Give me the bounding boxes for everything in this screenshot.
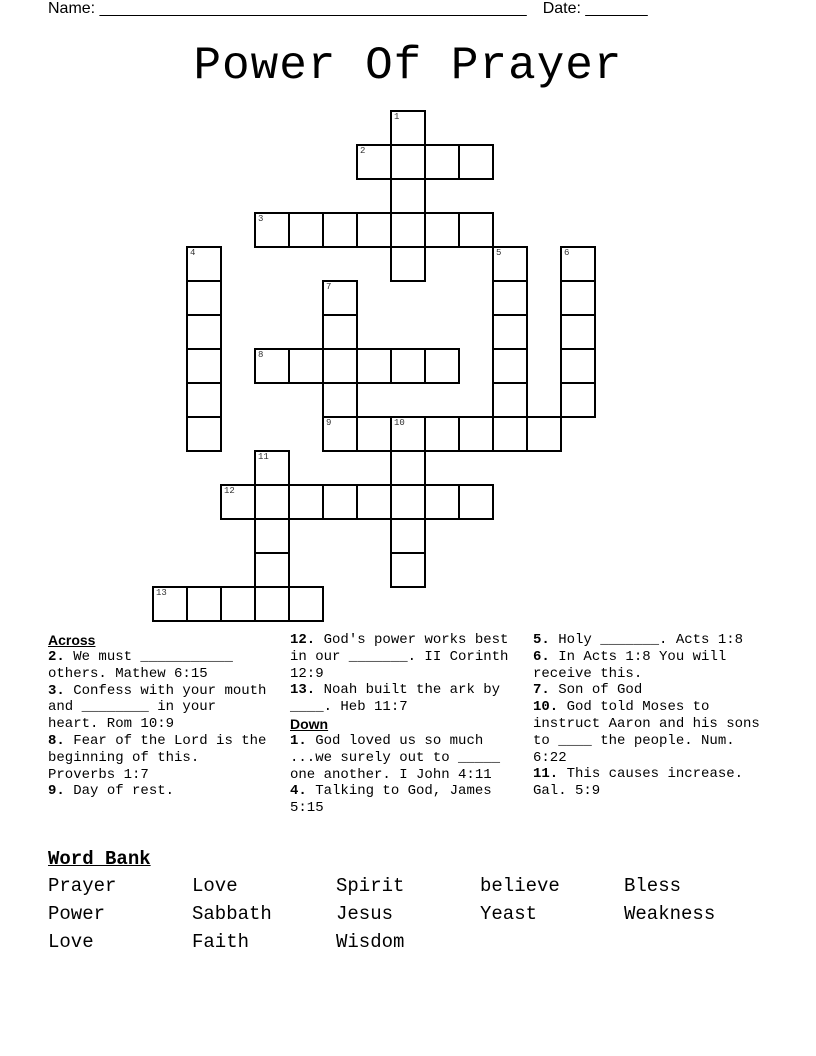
crossword-cell[interactable] xyxy=(458,144,494,180)
cell-number: 10 xyxy=(394,418,405,428)
word-bank-item: Bless xyxy=(624,875,682,897)
clues-column-2 xyxy=(290,632,522,817)
word-bank-item: Weakness xyxy=(624,903,716,925)
cell-number: 12 xyxy=(224,486,235,496)
word-bank-heading: Word Bank xyxy=(48,848,151,870)
crossword-cell[interactable] xyxy=(526,416,562,452)
clue-down-7: 7. Son of God xyxy=(533,682,643,699)
crossword-cell[interactable] xyxy=(390,246,426,282)
crossword-cell[interactable] xyxy=(492,246,528,282)
word-bank xyxy=(48,875,768,953)
word-bank-item: Jesus xyxy=(336,903,394,925)
crossword-cell[interactable] xyxy=(254,212,290,248)
cell-number: 8 xyxy=(258,350,264,360)
crossword-cell[interactable] xyxy=(560,382,596,418)
word-bank-item: Sabbath xyxy=(192,903,272,925)
clues-column-1 xyxy=(48,632,273,800)
crossword-cell[interactable] xyxy=(390,552,426,588)
cell-number: 5 xyxy=(496,248,502,258)
crossword-cell[interactable] xyxy=(220,484,256,520)
crossword-cell[interactable] xyxy=(254,450,290,486)
date-label: Date: xyxy=(542,0,586,17)
crossword-cell[interactable] xyxy=(186,416,222,452)
crossword-cell[interactable] xyxy=(424,212,460,248)
crossword-cell[interactable] xyxy=(220,586,256,622)
crossword-cell[interactable] xyxy=(356,416,392,452)
crossword-cell[interactable] xyxy=(254,586,290,622)
crossword-cell[interactable] xyxy=(424,144,460,180)
cell-number: 3 xyxy=(258,214,264,224)
crossword-cell[interactable] xyxy=(186,280,222,316)
cell-number: 13 xyxy=(156,588,167,598)
crossword-cell[interactable] xyxy=(356,144,392,180)
crossword-cell[interactable] xyxy=(492,314,528,350)
name-label: Name: xyxy=(48,0,100,17)
clue-down-5: 5. Holy _______. Acts 1:8 xyxy=(533,632,744,648)
crossword-cell[interactable] xyxy=(390,178,426,214)
crossword-cell[interactable] xyxy=(390,450,426,486)
crossword-cell[interactable] xyxy=(458,416,494,452)
cell-number: 4 xyxy=(190,248,196,258)
crossword-cell[interactable] xyxy=(560,280,596,316)
clue-down-11: 11. This causes increase. Gal. 5:9 xyxy=(533,766,744,800)
clue-across-2: 2. We must ___________ others. Mathew 6:15 xyxy=(48,649,233,682)
crossword-cell[interactable] xyxy=(288,484,324,520)
crossword-cell[interactable] xyxy=(560,246,596,282)
cell-number: 7 xyxy=(326,282,332,292)
crossword-cell[interactable] xyxy=(560,314,596,350)
word-bank-item: Spirit xyxy=(336,875,405,897)
crossword-cell[interactable] xyxy=(254,348,290,384)
crossword-cell[interactable] xyxy=(152,586,188,622)
date-field[interactable]: _______ xyxy=(585,0,648,17)
clue-across-3: 3. Confess with your mouth and ________ in your heart. Rom 10:9 xyxy=(48,682,267,733)
crossword-cell[interactable] xyxy=(322,416,358,452)
cell-number: 2 xyxy=(360,146,366,156)
crossword-cell[interactable] xyxy=(186,314,222,350)
crossword-cell[interactable] xyxy=(492,348,528,384)
crossword-cell[interactable] xyxy=(390,110,426,146)
crossword-cell[interactable] xyxy=(254,518,290,554)
cell-number: 1 xyxy=(394,112,400,122)
crossword-cell[interactable] xyxy=(322,314,358,350)
crossword-cell[interactable] xyxy=(424,348,460,384)
crossword-cell[interactable] xyxy=(424,484,460,520)
crossword-cell[interactable] xyxy=(322,382,358,418)
crossword-cell[interactable] xyxy=(322,484,358,520)
clue-across-13: 13. Noah built the ark by ____. Heb 11:7 xyxy=(290,682,501,716)
crossword-cell[interactable] xyxy=(390,484,426,520)
crossword-cell[interactable] xyxy=(288,212,324,248)
crossword-cell[interactable] xyxy=(492,416,528,452)
word-bank-item: Wisdom xyxy=(336,931,405,953)
page-title: Power Of Prayer xyxy=(193,40,623,92)
word-bank-item: Love xyxy=(48,931,94,953)
crossword-cell[interactable] xyxy=(390,212,426,248)
crossword-cell[interactable] xyxy=(390,416,426,452)
clue-down-1: 1. God loved us so much ...we surely out to _____ one another. I John 4:11 xyxy=(290,732,501,783)
crossword-cell[interactable] xyxy=(322,348,358,384)
crossword-cell[interactable] xyxy=(390,518,426,554)
across-heading: Across xyxy=(48,632,96,648)
down-heading: Down xyxy=(290,715,329,732)
clue-across-8: 8. Fear of the Lord is the beginning of this. Proverbs 1:7 xyxy=(48,732,267,783)
crossword-cell[interactable] xyxy=(356,484,392,520)
crossword-cell[interactable] xyxy=(458,212,494,248)
clues-column-3 xyxy=(533,632,765,800)
crossword-cell[interactable] xyxy=(492,280,528,316)
crossword-cell[interactable] xyxy=(322,280,358,316)
cell-number: 9 xyxy=(326,418,332,428)
word-bank-item: Yeast xyxy=(480,903,538,925)
word-bank-item: believe xyxy=(480,875,560,897)
crossword-cell[interactable] xyxy=(186,246,222,282)
crossword-cell[interactable] xyxy=(288,348,324,384)
crossword-cell[interactable] xyxy=(390,144,426,180)
clue-down-6: 6. In Acts 1:8 You will receive this. xyxy=(533,648,727,682)
crossword-cell[interactable] xyxy=(186,382,222,418)
crossword-cell[interactable] xyxy=(560,348,596,384)
cell-number: 11 xyxy=(258,452,269,462)
crossword-cell[interactable] xyxy=(186,348,222,384)
crossword-cell[interactable] xyxy=(254,552,290,588)
crossword-cell[interactable] xyxy=(492,382,528,418)
word-bank-item: Love xyxy=(192,875,238,897)
crossword-cell[interactable] xyxy=(356,212,392,248)
crossword-cell[interactable] xyxy=(390,348,426,384)
crossword-cell[interactable] xyxy=(254,484,290,520)
word-bank-item: Faith xyxy=(192,931,250,953)
crossword-cell[interactable] xyxy=(186,586,222,622)
clue-down-10: 10. God told Moses to instruct Aaron and his sons to ____ the people. Num. 6:22 xyxy=(533,699,760,766)
name-field[interactable]: ________________________________________________ xyxy=(99,0,527,17)
clue-down-4: 4. Talking to God, James 5:15 xyxy=(290,783,492,817)
crossword-cell[interactable] xyxy=(424,416,460,452)
crossword-cell[interactable] xyxy=(458,484,494,520)
clue-across-9: 9. Day of rest. xyxy=(48,783,175,800)
word-bank-item: Power xyxy=(48,903,106,925)
crossword-cell[interactable] xyxy=(322,212,358,248)
clue-across-12: 12. God's power works best in our _______. II Corinth 12:9 xyxy=(290,632,509,682)
cell-number: 6 xyxy=(564,248,570,258)
word-bank-item: Prayer xyxy=(48,875,117,897)
crossword-cell[interactable] xyxy=(288,586,324,622)
crossword-cell[interactable] xyxy=(356,348,392,384)
